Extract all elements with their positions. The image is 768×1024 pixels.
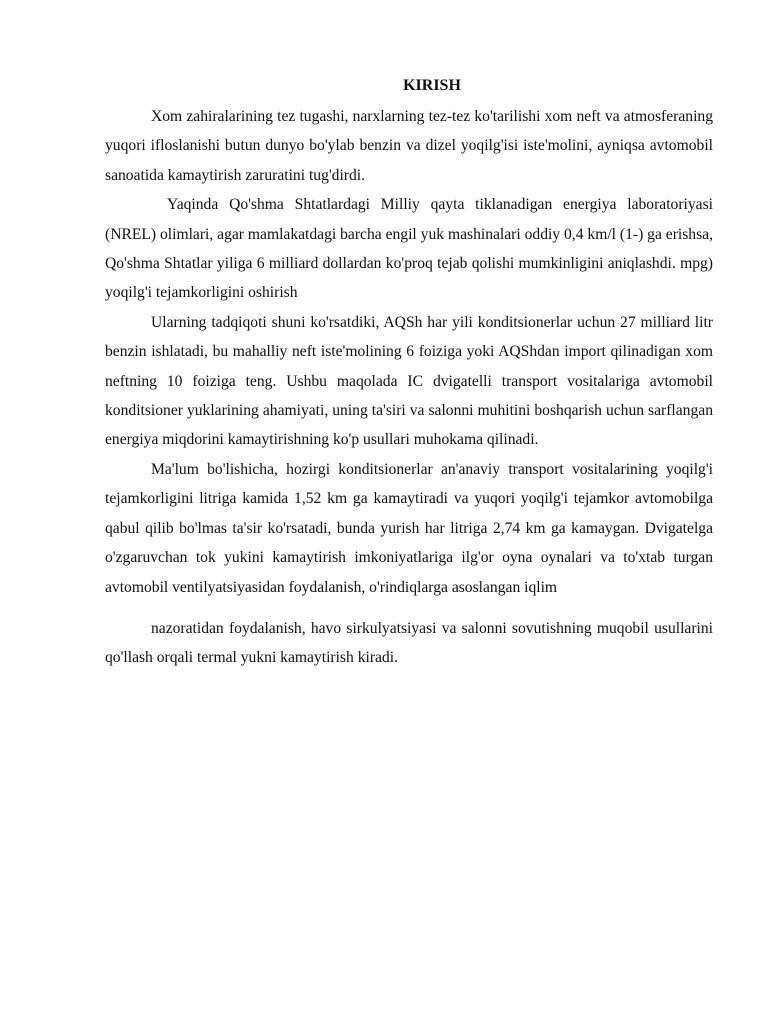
- document-body: [105, 74, 713, 673]
- paragraph-4: Ma'lum bo'lishicha, hozirgi konditsionerlar an'anaviy transport vositalarining yoqilg'i tejamkorligini litriga kamida 1,52 km ga kamaytiradi va yuqori yoqilg'i tejamkor avtomobilga qabul qilib bo'lmas ta'sir ko'rsatadi, bunda yurish har litriga 2,74 km ga kamaygan. Dvigatelga o'zgaruvchan tok yukini kamaytirish imkoniyatlariga ilg'or oyna oynalari va to'xtab turgan avtomobil ventilyatsiyasidan foydalanish, o'rindiqlarga asoslangan iqlim: [105, 460, 713, 596]
- paragraph-2: Yaqinda Qo'shma Shtatlardagi Milliy qayta tiklanadigan energiya laboratoriyasi (NREL) olimlari, agar mamlakatdagi barcha engil yuk mashinalari oddiy 0,4 km/l (1-) ga erishsa, Qo'shma Shtatlar yiliga 6 milliard dollardan ko'proq tejab qolishi mumkinligini aniqlashdi. mpg) yoqilg'i tejamkorligini oshirish: [105, 196, 713, 302]
- paragraph-5: nazoratidan foydalanish, havo sirkulyatsiyasi va salonni sovutishning muqobil usullarini qo'llash orqali termal yukni kamaytirish kiradi.: [105, 619, 713, 667]
- paragraph-1: Xom zahiralarining tez tugashi, narxlarning tez-tez ko'tarilishi xom neft va atmosferaning yuqori ifloslanishi butun dunyo bo'ylab benzin va dizel yoqilg'isi iste'molini, ayniqsa avtomobil sanoatida kamaytirish zaruratini tug'dirdi.: [105, 108, 713, 184]
- paragraph-3: Ularning tadqiqoti shuni ko'rsatdiki, AQSh har yili konditsionerlar uchun 27 milliard litr benzin ishlatadi, bu mahalliy neft iste'molining 6 foiziga yoki AQShdan import qilinadigan xom neftning 10 foiziga teng. Ushbu maqolada IC dvigatelli transport vositalariga avtomobil konditsioner yuklarining ahamiyati, uning ta'siri va salonni muhitini boshqarish uchun sarflangan energiya miqdorini kamaytirishning ko'p usullari muhokama qilinadi.: [105, 313, 713, 449]
- document-title: KIRISH: [403, 77, 461, 94]
